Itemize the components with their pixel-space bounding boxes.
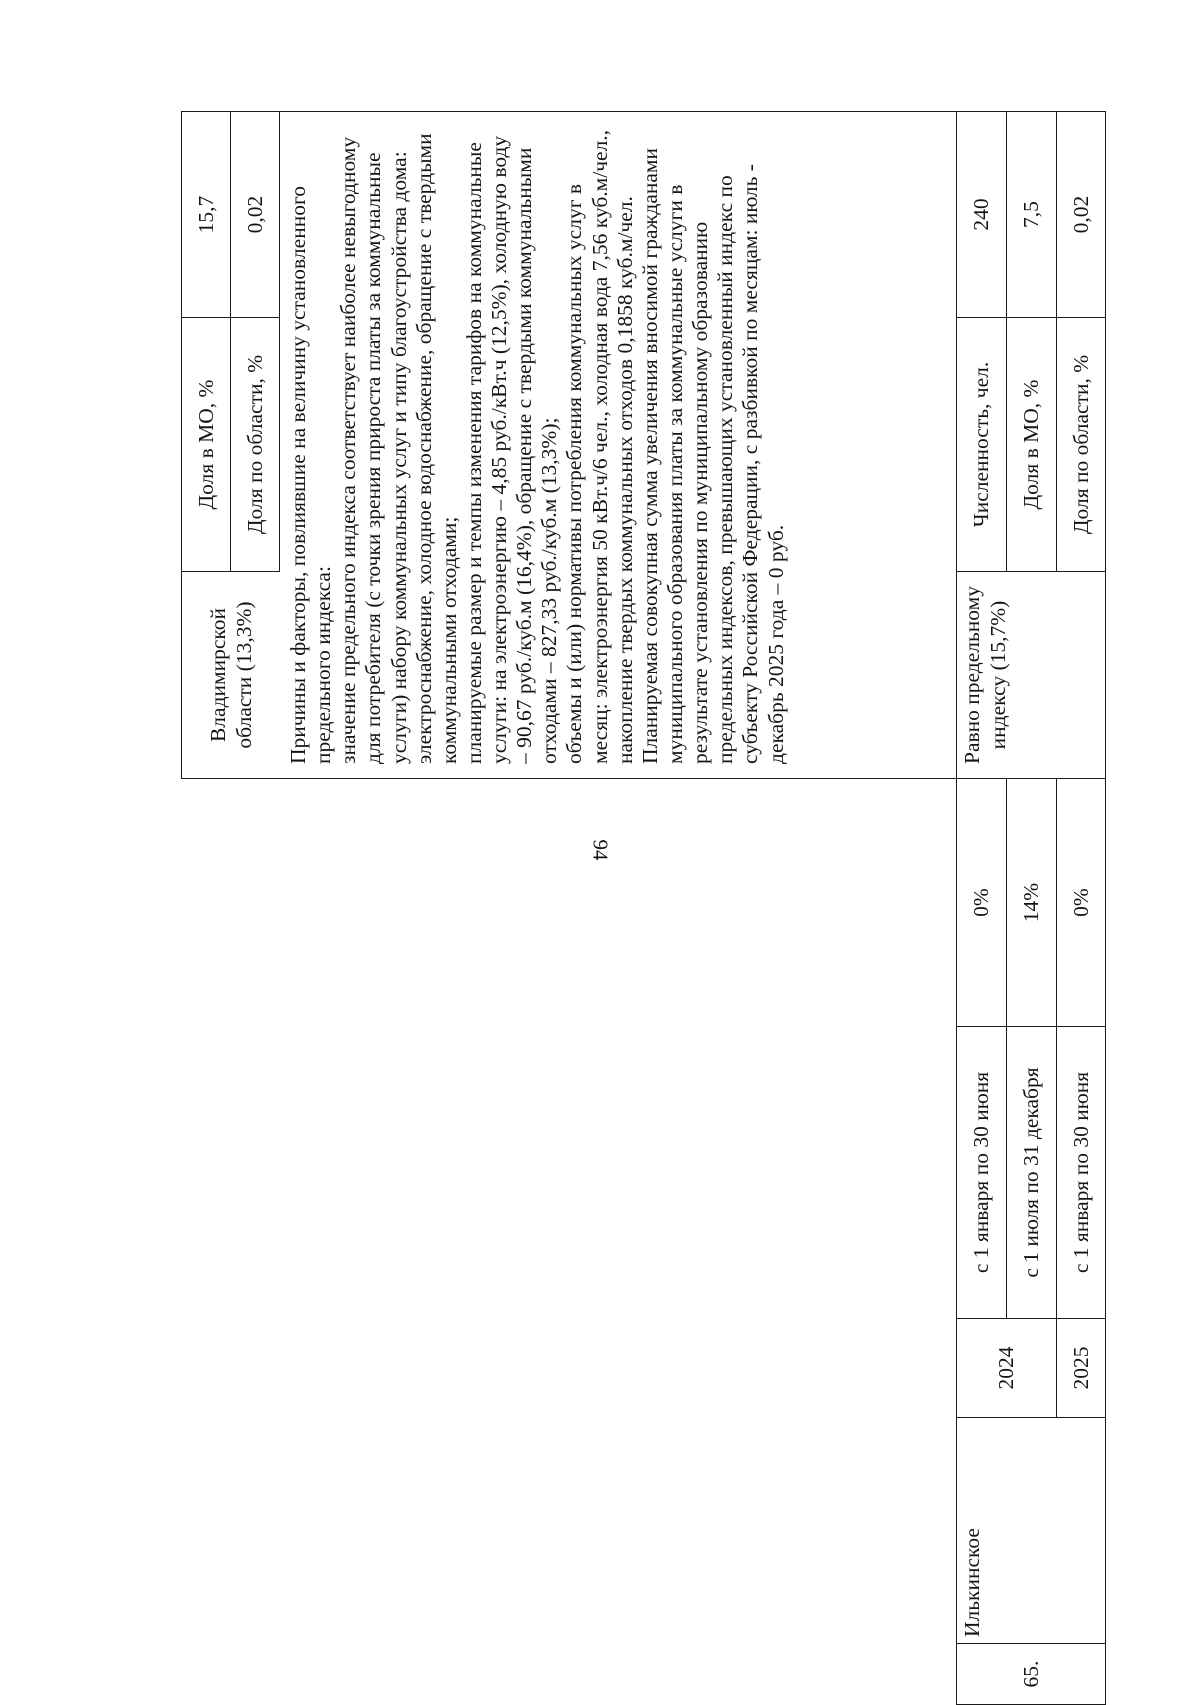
index-table bbox=[181, 111, 1106, 1705]
index-cell: 0% bbox=[956, 779, 1006, 1027]
continued-row-share-mo bbox=[182, 112, 231, 1705]
reasons-paragraph: объемы и (или) нормативы потребления коммунальных услуг в месяц: электроэнергия 50 кВт.ч/6 чел., холодная вода 7,56 куб.м/чел., накопление твердых коммунальных отходов 0,1858 куб.м/чел. bbox=[562, 129, 637, 764]
municipality-name: Илькинское bbox=[956, 1418, 1105, 1644]
stat-label: Доля по области, % bbox=[1057, 318, 1106, 572]
reasons-paragraph: Планируемая совокупная сумма увеличения вносимой гражданами муниципального образования платы за коммунальные услуги в результате установления по муниципальному образованию предельных индексов, превышающих установленный индекс по субъекту Российской Федерации, с разбивкой по месяцам: июль - декабрь 2025 года – 0 руб. bbox=[637, 147, 788, 764]
period-cell: с 1 января по 30 июня bbox=[956, 1027, 1006, 1319]
year-2024: 2024 bbox=[956, 1319, 1056, 1418]
stat-label: Численность, чел. bbox=[956, 318, 1006, 572]
share-label-cell: Равно предельному индексу (15,7%) bbox=[956, 572, 1105, 779]
stat-label: Доля по области, % bbox=[230, 318, 279, 572]
stat-value: 15,7 bbox=[182, 112, 231, 318]
entry-row-65 bbox=[956, 112, 1006, 1705]
rotated-page bbox=[181, 112, 1106, 1705]
stat-label: Доля в МО, % bbox=[1006, 318, 1056, 572]
entry-number: 65. bbox=[956, 1644, 1105, 1705]
stat-label: Доля в МО, % bbox=[182, 318, 231, 572]
reasons-paragraph: значение предельного индекса соответствует наиболее невыгодному для потребителя (с точки зрения прироста платы за коммунальные услуги) набору коммунальных услуг и типу благоустройства дома: электроснабжение, холодное водоснабжение, обращение с твердыми коммунальными отходами; bbox=[336, 133, 461, 764]
index-cell: 14% bbox=[1006, 779, 1056, 1027]
reasons-cell bbox=[279, 112, 956, 779]
period-cell: с 1 июля по 31 декабря bbox=[1006, 1027, 1056, 1319]
reasons-paragraph: планируемые размер и темпы изменения тарифов на коммунальные услуги: на электроэнергию – 4,85 руб./кВт.ч (12,5%), холодную воду – 90,67 руб./куб.м (16,4%), обращение с твердыми коммунальными отходами – 827,33 руб./куб.м (13,3%); bbox=[461, 135, 562, 764]
stat-value: 7,5 bbox=[1006, 112, 1056, 318]
year-2025: 2025 bbox=[1057, 1319, 1106, 1418]
period-cell: с 1 января по 30 июня bbox=[1057, 1027, 1106, 1319]
stat-value: 240 bbox=[956, 112, 1006, 318]
page-number: 94 bbox=[588, 839, 613, 861]
stat-value: 0,02 bbox=[230, 112, 279, 318]
stat-value: 0,02 bbox=[1057, 112, 1106, 318]
share-label-cell: Владимирской области (13,3%) bbox=[182, 572, 280, 779]
index-cell: 0% bbox=[1057, 779, 1106, 1027]
reasons-paragraph: Причины и факторы, повлиявшие на величину установленного предельного индекса: bbox=[285, 186, 336, 764]
